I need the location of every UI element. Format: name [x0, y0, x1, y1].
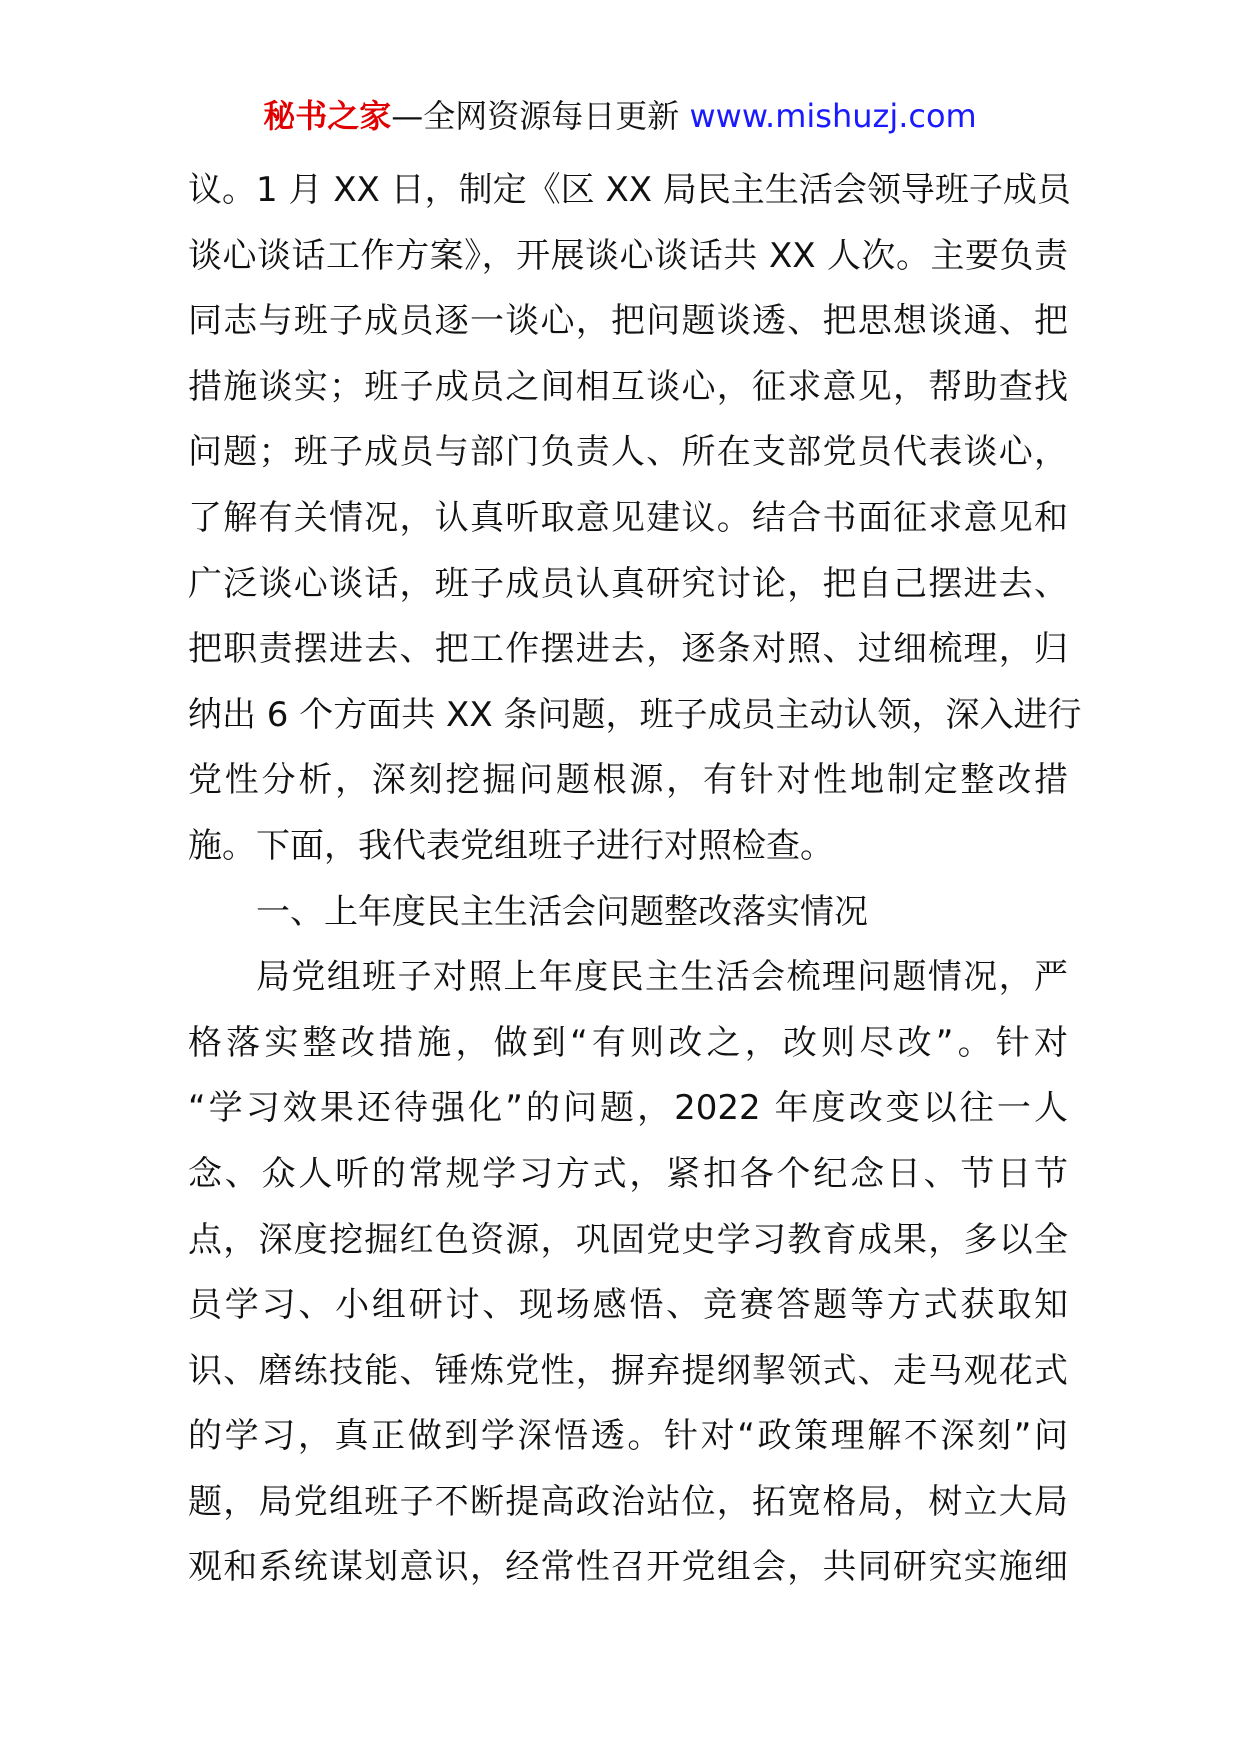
- text-line: 问题；班子成员与部门负责人、所在支部党员代表谈心，: [188, 432, 1068, 473]
- text-line: “学习效果还待强化”的问题，2022 年度改变以往一人: [188, 1088, 1068, 1129]
- text-line: 观和系统谋划意识，经常性召开党组会，共同研究实施细: [188, 1547, 1068, 1588]
- text-line: 念、众人听的常规学习方式，紧扣各个纪念日、节日节: [188, 1153, 1068, 1194]
- text-line: 识、磨练技能、锤炼党性，摒弃提纲挈领式、走马观花式: [188, 1350, 1068, 1391]
- text-line: 局党组班子对照上年度民主生活会梳理问题情况，严: [256, 957, 1068, 998]
- text-line: 谈心谈话工作方案》，开展谈心谈话共 XX 人次。主要负责: [188, 235, 1068, 276]
- text-line: 员学习、小组研讨、现场感悟、竞赛答题等方式获取知: [188, 1285, 1068, 1326]
- text-line: 题，局党组班子不断提高政治站位，拓宽格局，树立大局: [188, 1481, 1068, 1522]
- page-header: [0, 96, 1240, 136]
- site-tagline: —全网资源每日更新: [391, 97, 680, 135]
- site-url-link[interactable]: www.mishuzj.com: [689, 97, 977, 135]
- text-line: 议。1 月 XX 日，制定《区 XX 局民主生活会领导班子成员: [188, 170, 1071, 210]
- text-line: 党性分析，深刻挖掘问题根源，有针对性地制定整改措: [188, 760, 1068, 801]
- text-line: 的学习，真正做到学深悟透。针对“政策理解不深刻”问: [188, 1416, 1068, 1457]
- text-line: 措施谈实；班子成员之间相互谈心，征求意见，帮助查找: [188, 366, 1068, 407]
- text-line: 纳出 6 个方面共 XX 条问题，班子成员主动认领，深入进行: [188, 694, 1082, 735]
- text-line: 同志与班子成员逐一谈心，把问题谈透、把思想谈通、把: [188, 301, 1068, 342]
- text-line: 点，深度挖掘红色资源，巩固党史学习教育成果，多以全: [188, 1219, 1068, 1260]
- text-line: 施。下面，我代表党组班子进行对照检查。: [188, 825, 834, 866]
- text-line: 把职责摆进去、把工作摆进去，逐条对照、过细梳理，归: [188, 629, 1068, 670]
- document-body: [188, 158, 1082, 1601]
- text-line: 了解有关情况，认真听取意见建议。结合书面征求意见和: [188, 497, 1068, 538]
- text-line: 格落实整改措施，做到“有则改之，改则尽改”。针对: [188, 1022, 1068, 1063]
- section-heading: 一、上年度民主生活会问题整改落实情况: [256, 891, 868, 932]
- site-brand: 秘书之家: [263, 97, 392, 135]
- text-line: 广泛谈心谈话，班子成员认真研究讨论，把自己摆进去、: [188, 563, 1068, 604]
